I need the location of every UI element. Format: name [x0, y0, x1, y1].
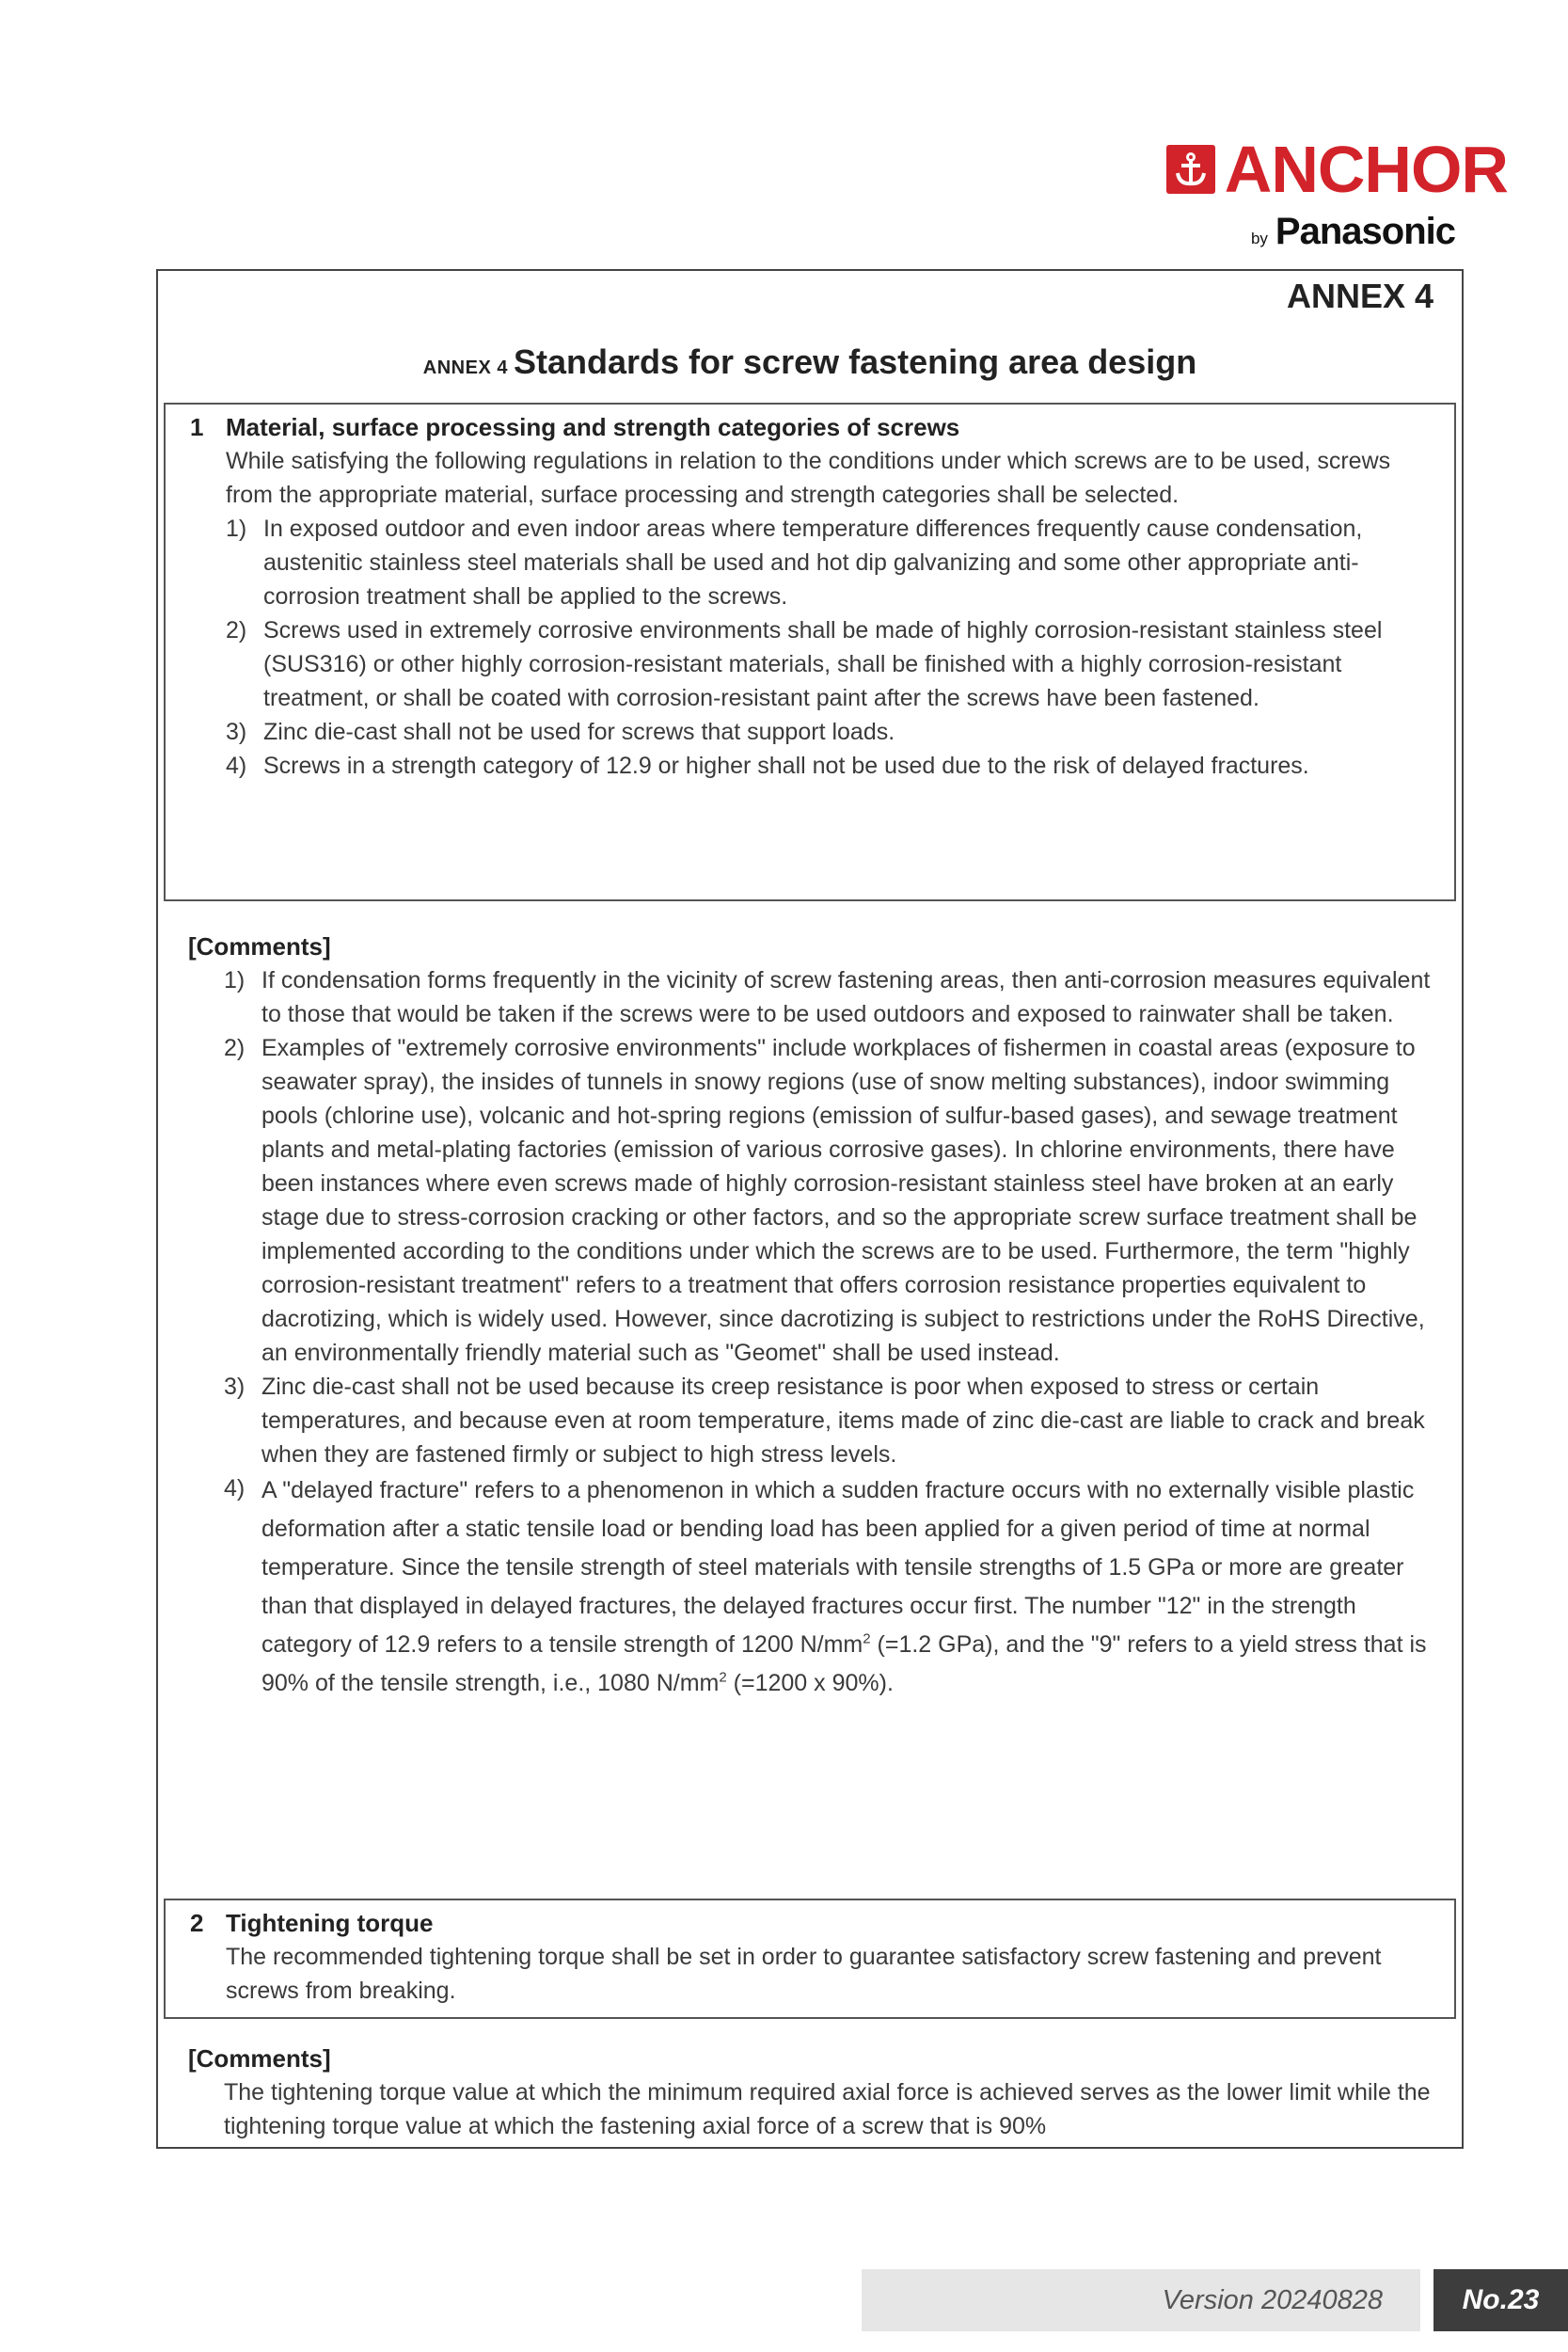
section-2-box	[164, 1899, 1456, 2019]
brand-by: by	[1250, 230, 1268, 247]
list-item: 2) Examples of "extremely corrosive environments" include workplaces of fishermen in coastal areas (exposure to seawater spray), the insides of tunnels in snowy regions (use of snow melting substances), indoor swimming pools (chlorine use), volcanic and hot-spring regions (emission of sulfur-based gases), and sewage treatment plants and metal-plating factories (emission of various corrosive gases). In chlorine environments, there have been instances where even screws made of highly corrosion-resistant stainless steel have broken at an early stage due to stress-corrosion cracking or other factors, and so the appropriate screw surface treatment shall be implemented according to the conditions under which the screws are to be used. Furthermore, the term "highly corrosion-resistant treatment" refers to a treatment that offers corrosion resistance properties equivalent to dacrotizing, which is widely used. However, since dacrotizing is subject to restrictions under the RoHS Directive, an environmentally friendly material such as "Geomet" shall be used instead.	[224, 1035, 1425, 1366]
page-title-main: Standards for screw fastening area design	[513, 342, 1197, 381]
section-2-text: The recommended tightening torque shall be set in order to guarantee satisfactory screw fastening and prevent screws from breaking.	[226, 1944, 1382, 2004]
section-1-box	[164, 403, 1456, 901]
annex-frame	[156, 269, 1464, 2149]
section-1-heading: 1 Material, surface processing and strength categories of screws	[190, 413, 960, 441]
page-number: No.23	[1433, 2269, 1568, 2331]
list-item: 1) If condensation forms frequently in the vicinity of screw fastening areas, then anti-corrosion measures equivalent to those that would be taken if the screws were to be used outdoors and exposed to rainwater shall be taken.	[224, 967, 1431, 1027]
page-title-prefix: ANNEX 4	[422, 358, 508, 378]
annex-tag: ANNEX 4	[1286, 277, 1433, 315]
list-item: 2) Screws used in extremely corrosive environments shall be made of highly corrosion-resistant stainless steel (SUS316) or other highly corrosion-resistant materials, shall be finished with a highly corrosion-resistant treatment, or shall be coated with corrosion-resistant paint after the screws have been fastened.	[226, 617, 1383, 711]
page-title	[158, 342, 1462, 382]
comments-2-heading: [Comments]	[188, 2044, 331, 2073]
section-1-intro: While satisfying the following regulations in relation to the conditions under which screws are to be used, screws from the appropriate material, surface processing and strength categories shall be selected.	[226, 448, 1391, 508]
section-1-list	[190, 512, 1430, 783]
version-label: Version 20240828	[1162, 2284, 1383, 2315]
brand-parent: Panasonic	[1275, 211, 1455, 252]
list-item: 4) Screws in a strength category of 12.9 or higher shall not be used due to the risk of delayed fractures.	[226, 753, 1309, 779]
brand-logo	[1132, 133, 1508, 252]
comments-2-text: The tightening torque value at which the minimum required axial force is achieved serves as the lower limit while the tightening torque value at which the fastening axial force of a screw that is 90%	[224, 2079, 1431, 2139]
comments-1-heading: [Comments]	[188, 932, 331, 961]
comments-1	[188, 930, 1437, 1703]
brand-name: ANCHOR	[1224, 133, 1508, 206]
comments-2	[188, 2042, 1437, 2143]
section-2-heading: 2 Tightening torque	[190, 1909, 434, 1937]
anchor-icon	[1166, 145, 1215, 194]
list-item: 1) In exposed outdoor and even indoor areas where temperature differences frequently cause condensation, austenitic stainless steel materials shall be used and hot dip galvanizing and some other appropriate anti-corrosion treatment shall be applied to the screws.	[226, 516, 1363, 610]
list-item: 3) Zinc die-cast shall not be used because its creep resistance is poor when exposed to stress or certain temperatures, and because even at room temperature, items made of zinc die-cast are liable to crack and break when they are fastened firmly or subject to high stress levels.	[224, 1374, 1425, 1468]
list-item: 4) A "delayed fracture" refers to a phenomenon in which a sudden fracture occurs with no externally visible plastic deformation after a static tensile load or bending load has been applied for a given period of time at normal temperature. Since the tensile strength of steel materials with tensile strengths of 1.5 GPa or more are greater than that displayed in delayed fractures, the delayed fractures occur first. The number "12" in the strength category of 12.9 refers to a tensile strength of 1200 $N/mm^2$ (=1.2 GPa), and the "9" refers to a yield stress that is 90% of the tensile strength, i.e., 1080 $N/mm^2$ (=1200 x 90%).	[224, 1475, 1427, 1696]
list-item: 3) Zinc die-cast shall not be used for screws that support loads.	[226, 719, 895, 745]
footer-version-bar	[862, 2269, 1420, 2331]
comments-1-list	[188, 963, 1437, 1703]
